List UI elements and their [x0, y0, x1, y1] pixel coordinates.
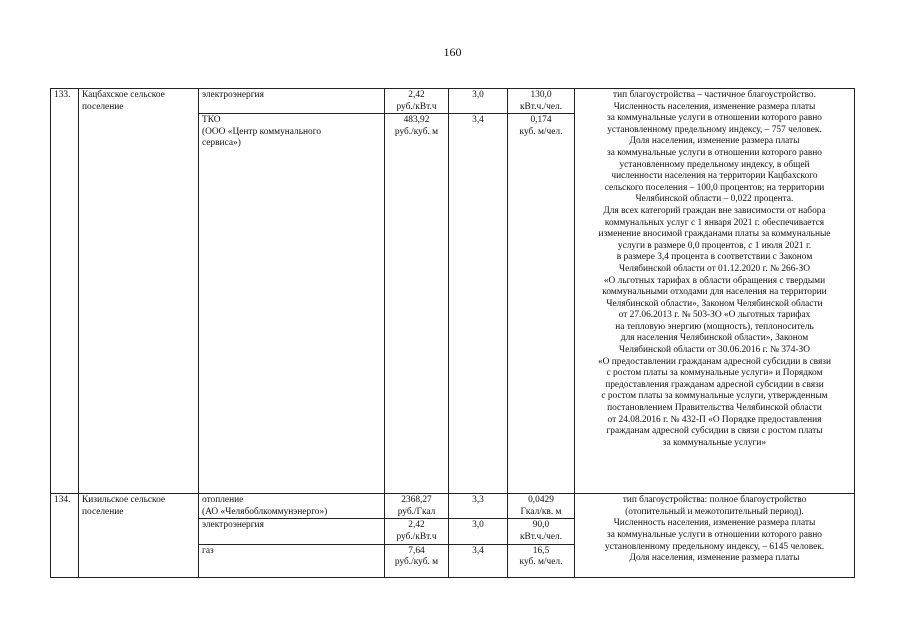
- table-row: [51, 494, 855, 519]
- tariff-cell: [385, 89, 449, 114]
- service-name: [199, 89, 385, 114]
- norm-cell: [508, 114, 575, 494]
- text-line: от 24.08.2016 г. № 432-П «О Порядке предоставления: [607, 414, 822, 425]
- service-name: [199, 544, 385, 577]
- index-cell: 3,0: [449, 89, 508, 114]
- norm-cell: [508, 494, 575, 519]
- tariff-cell: [385, 494, 449, 519]
- text-line: за коммунальные услуги в отношении которого равно: [606, 147, 822, 158]
- text-line: тип благоустройства: полное благоустройство: [622, 495, 807, 506]
- text-line: сервиса»): [202, 138, 241, 149]
- text-line: кВт.ч./чел.: [519, 101, 563, 112]
- text-line: с ростом платы за коммунальные услуги» и Порядком: [606, 368, 823, 379]
- text-line: Челябинской области от 30.06.2016 г. № 374-ЗО: [619, 345, 810, 356]
- text-line: руб./кВт.ч: [396, 531, 437, 542]
- text-line: предоставления гражданам адресной субсидии в связи: [605, 379, 824, 390]
- table-row: [51, 89, 855, 114]
- text-line: газ: [202, 545, 214, 556]
- text-line: на тепловую энергию (мощность), теплоноситель: [615, 321, 814, 332]
- text-line: 7,64: [408, 545, 425, 556]
- text-line: Численность населения, изменение размера платы: [613, 101, 816, 112]
- text-line: (АО «Челябоблкоммунэнерго»): [202, 506, 328, 517]
- text-line: куб. м/чел.: [519, 557, 563, 568]
- index-cell: 3,4: [449, 544, 508, 577]
- text-line: Доля населения, изменение размера платы: [629, 136, 800, 147]
- text-line: 2,42: [408, 520, 425, 531]
- service-name: [199, 494, 385, 519]
- text-line: установленному предельному индексу, – 6145 человек.: [604, 541, 825, 552]
- text-line: Для всех категорий граждан вне зависимости от набора: [603, 205, 826, 216]
- tariff-cell: [385, 519, 449, 544]
- text-line: электроэнергия: [202, 520, 264, 531]
- text-line: руб./Гкал: [397, 506, 436, 517]
- text-line: Кизильское сельское: [82, 495, 166, 506]
- text-line: тип благоустройства – частичное благоустройство.: [613, 90, 816, 100]
- text-line: 130,0: [530, 90, 552, 100]
- norm-cell: [508, 544, 575, 577]
- text-line: поселение: [82, 506, 124, 517]
- index-cell: 3,0: [449, 519, 508, 544]
- row-number: 134.: [51, 494, 79, 577]
- settlement-name: [79, 494, 199, 577]
- tariff-cell: [385, 114, 449, 494]
- text-line: отопление: [202, 495, 244, 506]
- text-line: коммунальных услуг с 1 января 2021 г. обеспечивается: [604, 217, 825, 228]
- row-number: 133.: [51, 89, 79, 494]
- text-line: в размере 3,4 процента в соответствии с Законом: [616, 252, 813, 263]
- description-cell: [575, 89, 855, 494]
- text-line: 16,5: [532, 545, 550, 556]
- text-line: за коммунальные услуги»: [662, 437, 767, 448]
- text-line: гражданам адресной субсидии в связи с ростом платы: [606, 426, 823, 437]
- settlement-name: [79, 89, 199, 494]
- index-cell: 3,3: [449, 494, 508, 519]
- text-line: численности населения на территории Кацбахского: [611, 171, 818, 182]
- text-line: Численность населения, изменение размера платы: [613, 518, 816, 529]
- text-line: электроэнергия: [202, 90, 264, 100]
- text-line: установленному предельному индексу, – 757 человек.: [607, 124, 822, 135]
- text-line: «О предоставлении гражданам адресной субсидии в связи: [597, 356, 832, 367]
- text-line: руб./кВт.ч: [396, 101, 437, 112]
- service-name: [199, 519, 385, 544]
- text-line: руб./куб. м: [394, 557, 439, 568]
- text-line: установленному предельному индексу, в общей: [619, 159, 810, 170]
- index-cell: 3,4: [449, 114, 508, 494]
- text-line: постановлением Правительства Челябинской области: [607, 403, 822, 414]
- text-line: услуги в размере 0,0 процентов, с 1 июля 2021 г.: [617, 240, 812, 251]
- text-line: 90,0: [532, 520, 550, 531]
- text-line: Челябинской области от 01.12.2020 г. № 266-ЗО: [619, 263, 810, 274]
- text-line: с ростом платы за коммунальные услуги, утвержденным: [601, 391, 828, 402]
- page-number: 160: [443, 45, 462, 59]
- text-line: от 27.06.2013 г. № 503-ЗО «О льготных тарифах: [618, 310, 811, 321]
- text-line: 0,0429: [528, 495, 554, 506]
- description-cell: [575, 494, 855, 577]
- text-line: Кацбахское сельское: [82, 90, 165, 100]
- text-line: (отопительный и межотопительный период).: [625, 506, 804, 517]
- text-line: Челябинской области – 0,022 процента.: [635, 194, 794, 205]
- text-line: «О льготных тарифах в области обращения с твердыми: [603, 275, 826, 286]
- norm-cell: [508, 519, 575, 544]
- text-line: Доля населения, изменение размера платы: [629, 553, 800, 564]
- text-line: куб. м/чел.: [519, 126, 563, 137]
- text-line: Челябинской области», Законом Челябинской области: [606, 298, 823, 309]
- text-line: за коммунальные услуги в отношении которого равно: [606, 113, 822, 124]
- text-line: изменение вносимой гражданами платы за коммунальные: [598, 229, 831, 240]
- text-line: ТКО: [202, 115, 221, 126]
- text-line: 2368,27: [401, 495, 432, 506]
- text-line: 2,42: [408, 90, 425, 100]
- text-line: для населения Челябинской области», Законом: [620, 333, 809, 344]
- text-line: руб./куб. м: [394, 126, 439, 137]
- text-line: 483,92: [403, 115, 430, 126]
- text-line: за коммунальные услуги в отношении которого равно: [606, 529, 822, 540]
- tariff-table: [50, 88, 855, 578]
- text-line: коммунальными отходами для населения на территории: [602, 287, 827, 298]
- text-line: кВт.ч./чел.: [519, 531, 563, 542]
- tariff-cell: [385, 544, 449, 577]
- norm-cell: [508, 89, 575, 114]
- text-line: сельского поселения – 100,0 процентов; на территории: [604, 182, 825, 193]
- text-line: 0,174: [530, 115, 552, 126]
- service-name: [199, 114, 385, 494]
- text-line: Гкал/кв. м: [520, 506, 562, 517]
- text-line: поселение: [82, 101, 124, 112]
- text-line: (ООО «Центр коммунального: [202, 126, 322, 137]
